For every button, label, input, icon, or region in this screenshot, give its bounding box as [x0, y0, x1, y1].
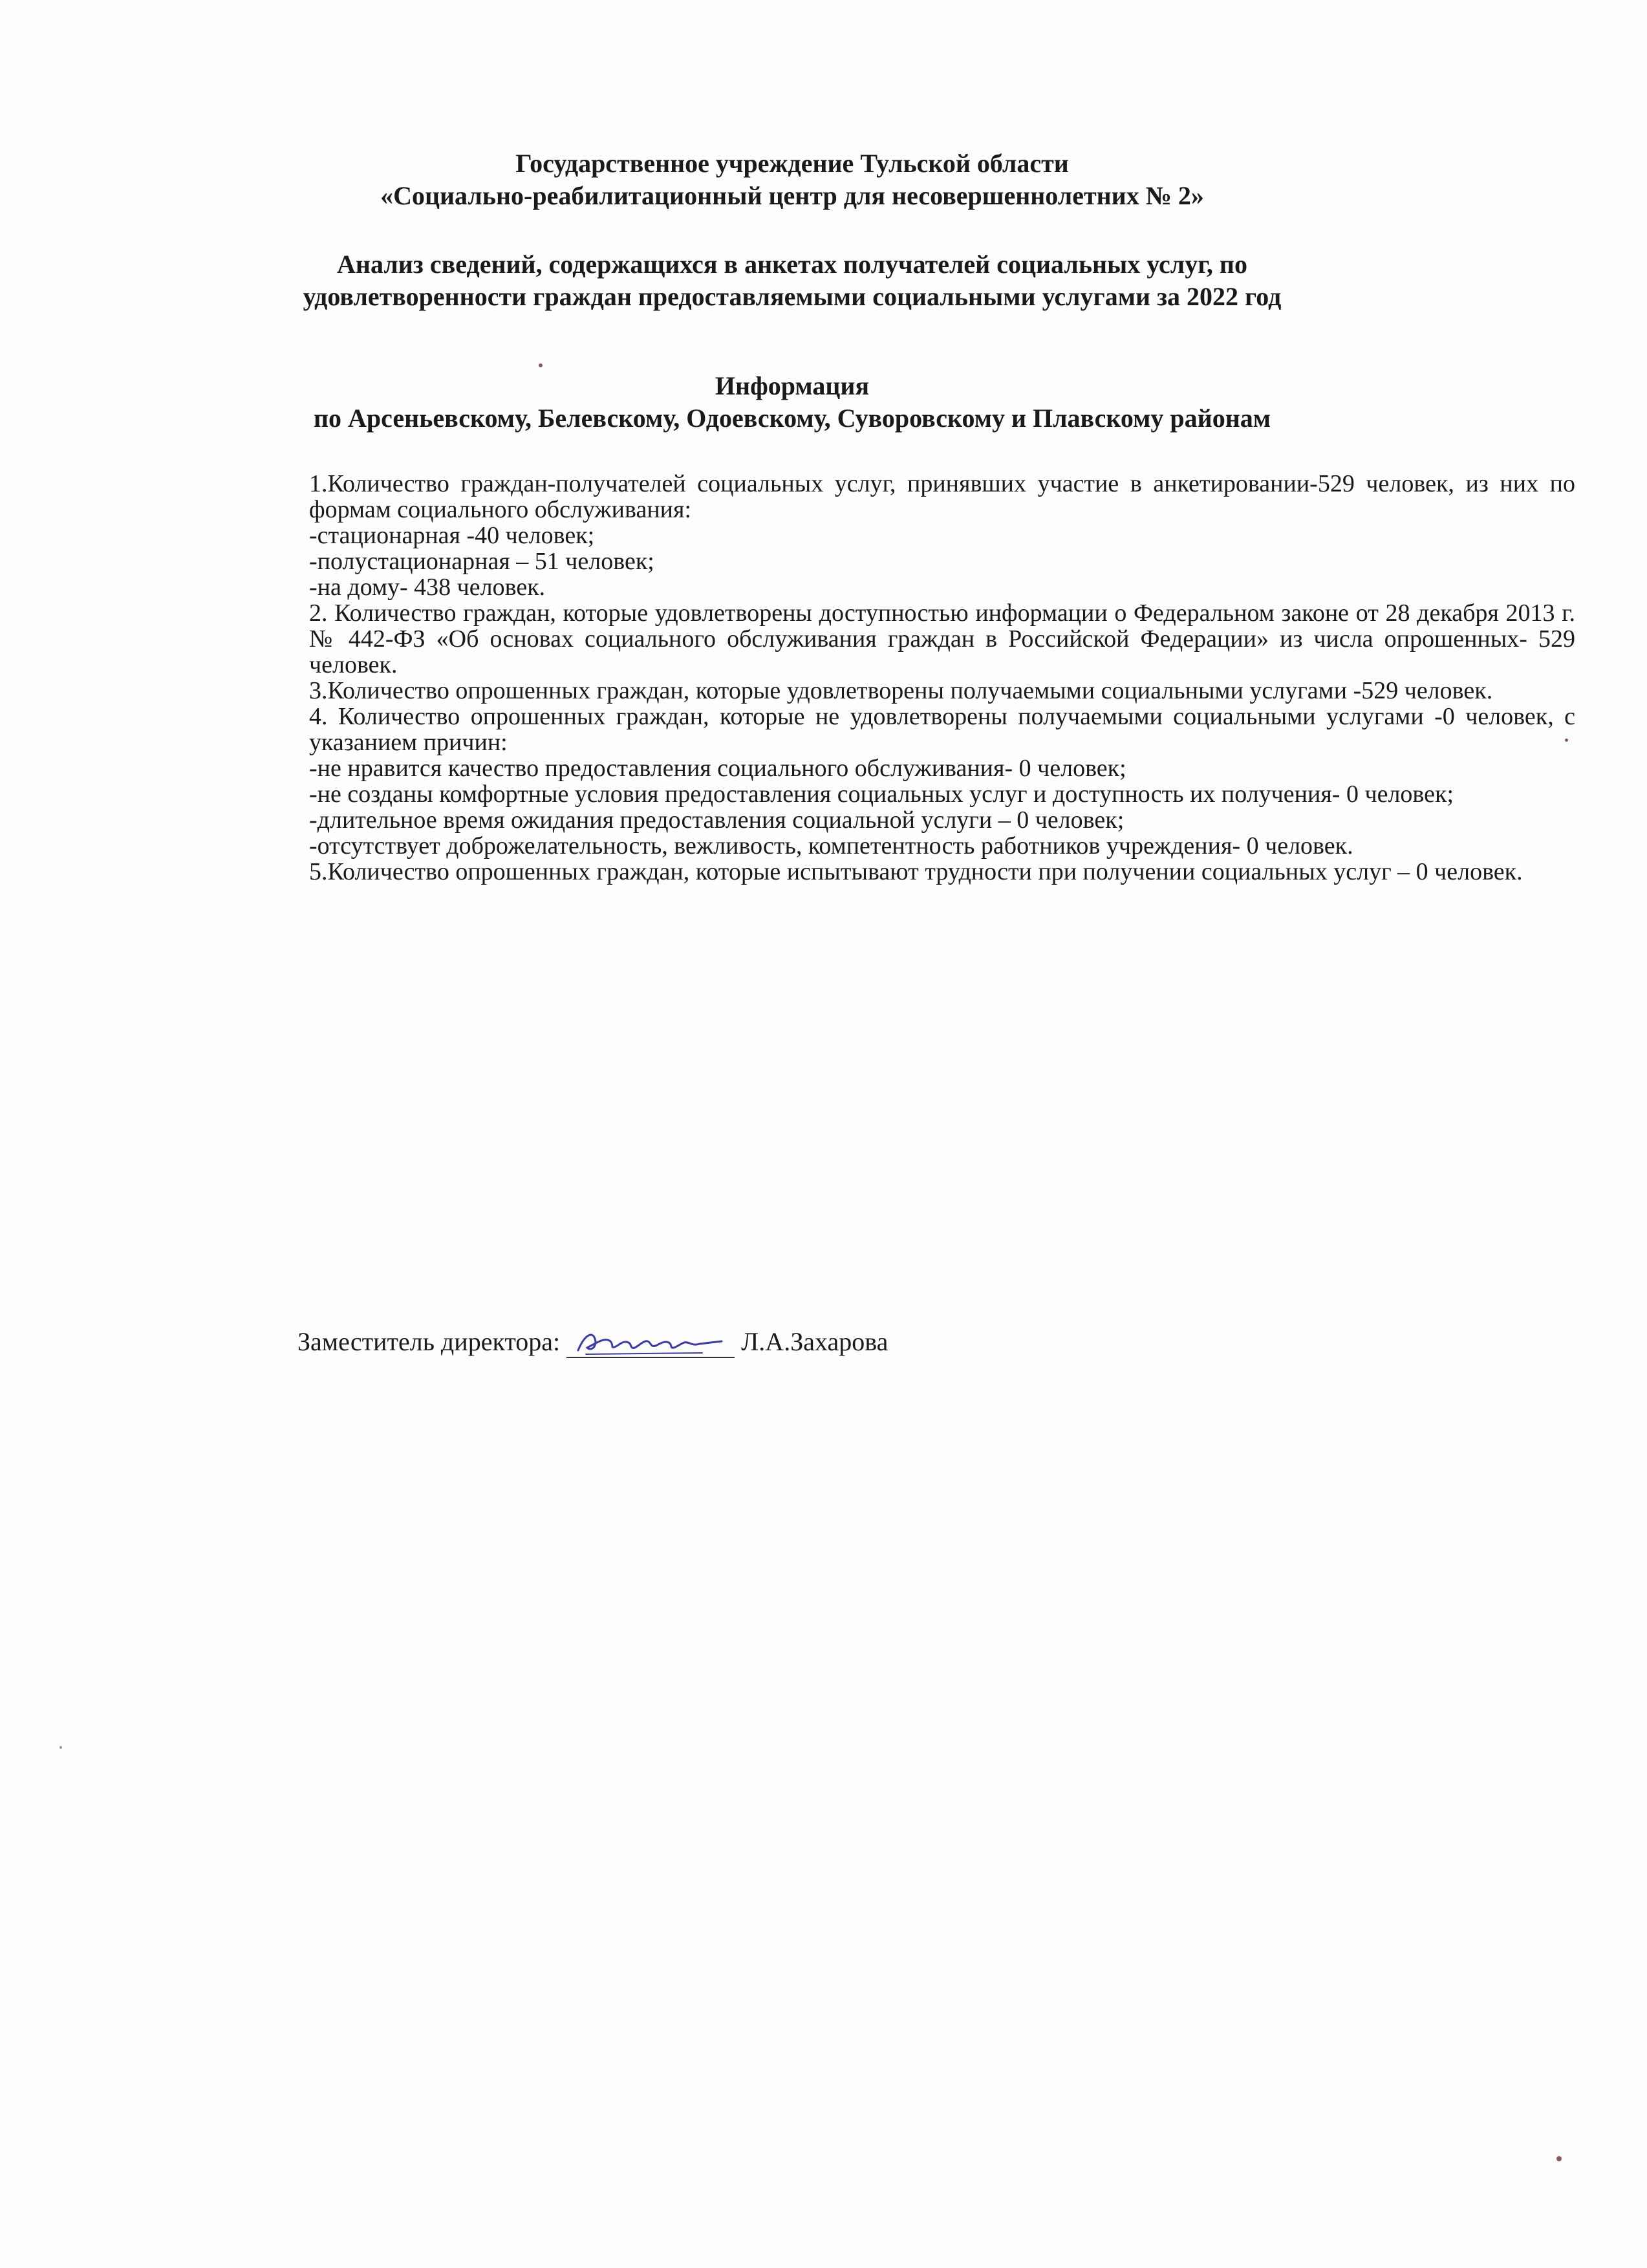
scan-speck	[539, 363, 543, 367]
scan-speck	[1556, 2156, 1562, 2161]
organization-line-2: «Социально-реабилитационный центр для несовершеннолетних № 2»	[380, 181, 1204, 210]
item-4-conditions: -не созданы комфортные условия предоставления социальных услуг и доступность их получения- 0 человек;	[309, 781, 1454, 808]
signature-block	[297, 1326, 888, 1358]
scan-speck	[59, 1746, 62, 1749]
item-5: 5.Количество опрошенных граждан, которые испытывают трудности при получении социальных услуг – 0 человек.	[309, 858, 1523, 885]
item-1-semistationary: -полустационарная – 51 человек;	[309, 548, 654, 575]
info-title-line-1: Информация	[715, 371, 870, 400]
item-4-staff: -отсутствует доброжелательность, вежливость, компетентность работников учреждения- 0 человек.	[309, 832, 1353, 859]
analysis-title-line-1: Анализ сведений, содержащихся в анкетах получателей социальных услуг, по	[337, 250, 1247, 279]
item-4: 4. Количество опрошенных граждан, которые не удовлетворены получаемыми социальными услугами -0 человек, с указанием причин:	[309, 703, 1575, 756]
item-2: 2. Количество граждан, которые удовлетворены доступностью информации о Федеральном законе от 28 декабря 2013 г. № 442-ФЗ «Об основах социального обслуживания граждан в Российской Федерации» из числа опрошенных- 529 человек.	[309, 599, 1575, 678]
document-body	[309, 471, 1575, 885]
analysis-title	[285, 248, 1300, 313]
info-title-line-2: по Арсеньевскому, Белевскому, Одоевскому, Суворовскому и Плавскому районам	[314, 404, 1271, 433]
item-1: 1.Количество граждан-получателей социальных услуг, принявших участие в анкетировании-529 человек, из них по формам социального обслуживания:	[309, 470, 1575, 523]
item-3: 3.Количество опрошенных граждан, которые удовлетворены получаемыми социальными услугами -529 человек.	[309, 677, 1493, 704]
analysis-title-line-2: удовлетворенности граждан предоставляемыми социальными услугами за 2022 год	[303, 282, 1282, 311]
signature-field	[566, 1331, 735, 1358]
info-title	[285, 370, 1300, 435]
signatory-name: Л.А.Захарова	[741, 1327, 888, 1356]
item-1-at-home: -на дому- 438 человек.	[309, 574, 546, 601]
scan-speck	[1565, 739, 1568, 742]
signatory-role: Заместитель директора:	[297, 1327, 561, 1356]
item-4-waiting: -длительное время ожидания предоставления социальной услуги – 0 человек;	[309, 806, 1125, 834]
organization-line-1: Государственное учреждение Тульской области	[515, 149, 1069, 178]
handwritten-signature	[573, 1322, 728, 1361]
organization-heading	[285, 147, 1300, 212]
item-1-stationary: -стационарная -40 человек;	[309, 522, 595, 549]
item-4-quality: -не нравится качество предоставления социального обслуживания- 0 человек;	[309, 755, 1126, 782]
